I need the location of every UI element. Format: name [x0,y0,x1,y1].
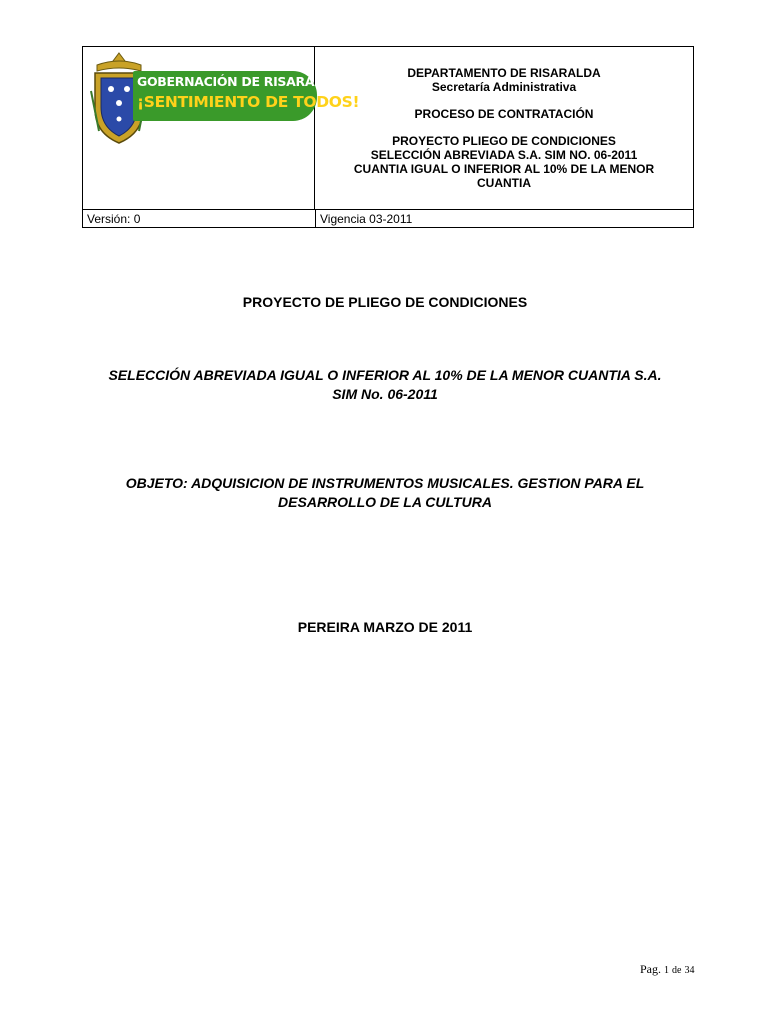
logo-banner [133,71,360,121]
object-line-2: DESARROLLO DE LA CULTURA [278,494,492,510]
project-line-4: CUANTIA [477,176,531,190]
version-label: Versión: 0 [87,212,141,226]
page-footer [640,962,694,977]
page-label: Pag. [640,962,661,976]
logo-text-line1: GOBERNACIÓN DE RISARALDA [137,74,342,89]
project-line-2: SELECCIÓN ABREVIADA S.A. SIM NO. 06-2011 [370,148,638,162]
government-logo [89,51,360,147]
process-name: PROCESO DE CONTRATACIÓN [414,107,594,121]
object-heading [80,474,690,512]
object-line-1: OBJETO: ADQUISICION DE INSTRUMENTOS MUSICALES. GESTION PARA EL [125,475,645,491]
vigencia-label: Vigencia 03-2011 [315,210,693,227]
project-line-1: PROYECTO PLIEGO DE CONDICIONES [392,134,616,148]
logo-text-line2: ¡SENTIMIENTO DE TODOS! [137,93,360,111]
department-name: DEPARTAMENTO DE RISARALDA [407,66,601,80]
total-pages: 34 [684,965,695,976]
of-label: de [672,965,682,976]
header-info-cell [315,47,693,209]
project-line-3: CUANTIA IGUAL O INFERIOR AL 10% DE LA MENOR [353,162,655,176]
secretariat-name: Secretaría Administrativa [431,80,577,94]
place-date: PEREIRA MARZO DE 2011 [297,619,473,635]
header-table [82,46,694,228]
selection-line-2: SIM No. 06-2011 [332,386,438,402]
logo-cell [83,47,360,209]
header-bottom-row [83,209,693,227]
selection-line-1: SELECCIÓN ABREVIADA IGUAL O INFERIOR AL 10% DE LA MENOR CUANTIA S.A. [108,367,662,383]
selection-heading [80,366,690,404]
page-number: 1 [664,965,669,976]
document-title: PROYECTO DE PLIEGO DE CONDICIONES [242,294,528,310]
